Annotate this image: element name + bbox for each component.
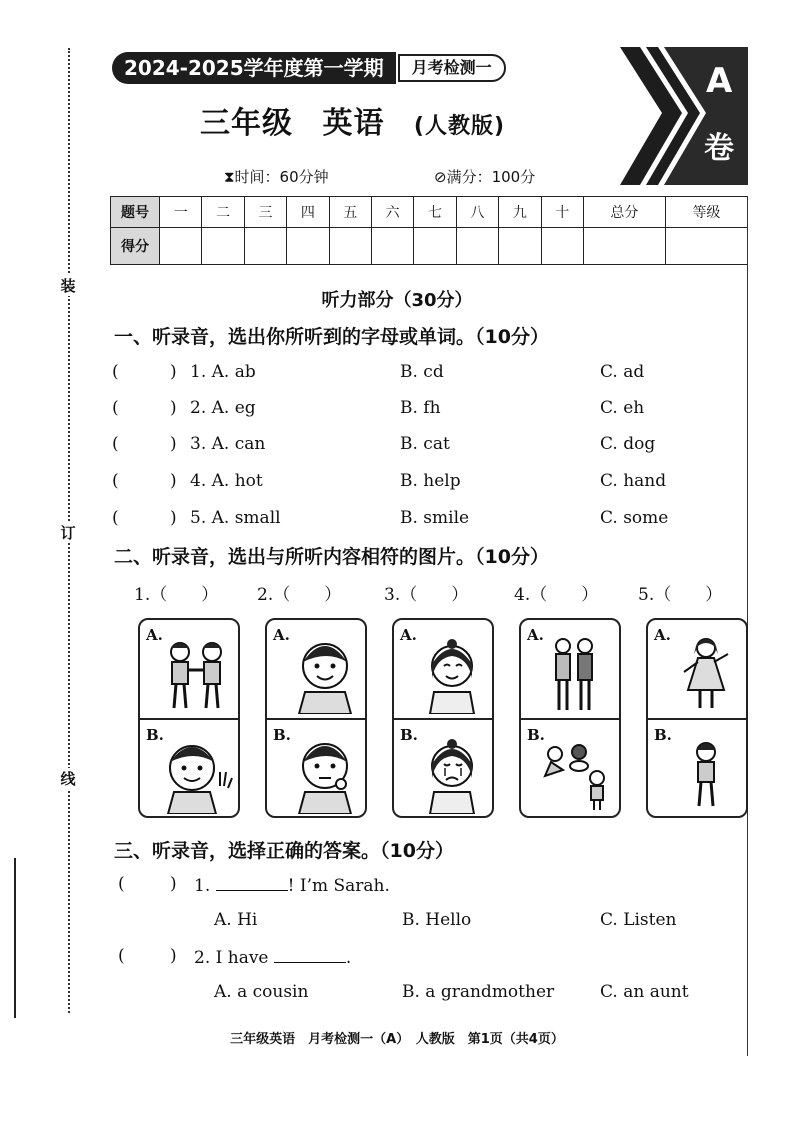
year-term: 2024-2025学年度第一学期 xyxy=(112,52,396,84)
exam-tag: 月考检测一 xyxy=(398,54,506,82)
score-cell[interactable] xyxy=(244,228,286,265)
binding-label-xian: 线 xyxy=(58,768,78,789)
boy-thinking-illustration xyxy=(285,734,361,814)
table-header-cell: 三 xyxy=(244,197,286,228)
picture-card-4 xyxy=(519,618,621,818)
picture-answer-slot[interactable]: 5.（ ） xyxy=(638,585,723,605)
table-header-cell: 九 xyxy=(499,197,541,228)
score-cell[interactable] xyxy=(287,228,329,265)
picture-answer-slot[interactable]: 4.（ ） xyxy=(514,585,599,605)
score-cell[interactable] xyxy=(456,228,498,265)
score-cell[interactable] xyxy=(371,228,413,265)
table-header-cell: 七 xyxy=(414,197,456,228)
picture-card-3 xyxy=(392,618,494,818)
table-header-cell: 一 xyxy=(160,197,202,228)
part3-heading: 三、听录音，选择正确的答案。（10分） xyxy=(114,840,454,862)
hourglass-icon: ⧗ xyxy=(224,168,235,186)
two-boys-shaking-hands-illustration xyxy=(158,634,234,714)
two-adults-standing-illustration xyxy=(539,634,615,714)
part1-item: ( ) 5. A. small B. smile C. some xyxy=(112,508,669,528)
girl-in-dress-illustration xyxy=(666,634,742,714)
part1-item: ( ) 1. A. ab B. cd C. ad xyxy=(112,362,645,382)
picture-option-b[interactable]: B. xyxy=(267,718,365,818)
table-header-cell: 题号 xyxy=(111,197,160,228)
page-title xyxy=(200,98,580,142)
binding-label-zhuang: 装 xyxy=(58,275,78,296)
subject: 英语 xyxy=(322,106,385,141)
page-footer: 三年级英语 月考检测一（A） 人教版 第1页（共4页） xyxy=(230,1032,564,1047)
part3-question-1: ( ) 1. ! I’m Sarah. xyxy=(118,874,390,896)
score-cell[interactable] xyxy=(202,228,244,265)
grade: 三年级 xyxy=(200,106,293,141)
part1-item: ( ) 4. A. hot B. help C. hand xyxy=(112,471,667,491)
part3-options-2: A. a cousin B. a grandmother C. an aunt xyxy=(214,982,689,1002)
full-score: ⊘满分：100分 xyxy=(434,168,536,186)
picture-option-a[interactable]: A. xyxy=(521,620,619,718)
part3-options-1: A. Hi B. Hello C. Listen xyxy=(214,910,677,930)
part3-question-2: ( ) 2. I have . xyxy=(118,946,352,968)
edition: (人教版) xyxy=(413,114,506,139)
fill-in-blank[interactable] xyxy=(216,874,288,891)
score-cell[interactable] xyxy=(541,228,583,265)
table-header-cell: 二 xyxy=(202,197,244,228)
table-header-cell: 总分 xyxy=(583,197,665,228)
children-playing-illustration xyxy=(539,734,615,814)
score-table xyxy=(110,196,748,265)
girl-crying-illustration xyxy=(412,734,488,814)
table-header-cell: 八 xyxy=(456,197,498,228)
paper-letter: A xyxy=(706,61,733,101)
score-cell[interactable] xyxy=(499,228,541,265)
check-circle-icon: ⊘ xyxy=(434,168,447,186)
page-edge-mark xyxy=(0,858,16,1018)
picture-answer-slot[interactable]: 1.（ ） xyxy=(134,585,219,605)
picture-option-a[interactable]: A. xyxy=(140,620,238,718)
table-header-cell: 六 xyxy=(371,197,413,228)
small-boy-standing-illustration xyxy=(666,734,742,814)
picture-option-b[interactable]: B. xyxy=(521,718,619,818)
picture-option-a[interactable]: A. xyxy=(267,620,365,718)
fill-in-blank[interactable] xyxy=(274,946,346,963)
part1-heading: 一、听录音，选出你所听到的字母或单词。（10分） xyxy=(114,326,549,348)
picture-option-a[interactable]: A. xyxy=(394,620,492,718)
table-header-cell: 等级 xyxy=(665,197,747,228)
score-cell[interactable] xyxy=(329,228,371,265)
picture-option-a[interactable]: A. xyxy=(648,620,746,718)
picture-option-b[interactable]: B. xyxy=(140,718,238,818)
girl-happy-illustration xyxy=(412,634,488,714)
score-cell[interactable] xyxy=(414,228,456,265)
paper-volume: 卷 xyxy=(704,131,734,166)
binding-label-ding: 订 xyxy=(58,522,78,543)
table-header-cell: 十 xyxy=(541,197,583,228)
table-header-cell: 五 xyxy=(329,197,371,228)
picture-option-b[interactable]: B. xyxy=(648,718,746,818)
score-cell[interactable] xyxy=(665,228,747,265)
boy-waving-illustration xyxy=(158,734,234,814)
part2-heading: 二、听录音，选出与所听内容相符的图片。（10分） xyxy=(114,546,549,568)
listening-section-title: 听力部分（30分） xyxy=(321,290,473,311)
picture-answer-slot[interactable]: 2.（ ） xyxy=(257,585,342,605)
part1-item: ( ) 2. A. eg B. fh C. eh xyxy=(112,398,645,418)
score-cell[interactable] xyxy=(160,228,202,265)
part1-item: ( ) 3. A. can B. cat C. dog xyxy=(112,434,656,454)
paper-version-corner xyxy=(620,47,748,185)
exam-time: ⧗时间：60分钟 xyxy=(224,168,329,186)
picture-answer-slot[interactable]: 3.（ ） xyxy=(384,585,469,605)
score-row-label: 得分 xyxy=(111,228,160,265)
picture-card-2 xyxy=(265,618,367,818)
score-cell[interactable] xyxy=(583,228,665,265)
header-banner xyxy=(112,52,506,84)
picture-option-b[interactable]: B. xyxy=(394,718,492,818)
table-header-cell: 四 xyxy=(287,197,329,228)
picture-card-1 xyxy=(138,618,240,818)
picture-card-5 xyxy=(646,618,748,818)
boy-smiling-illustration xyxy=(285,634,361,714)
